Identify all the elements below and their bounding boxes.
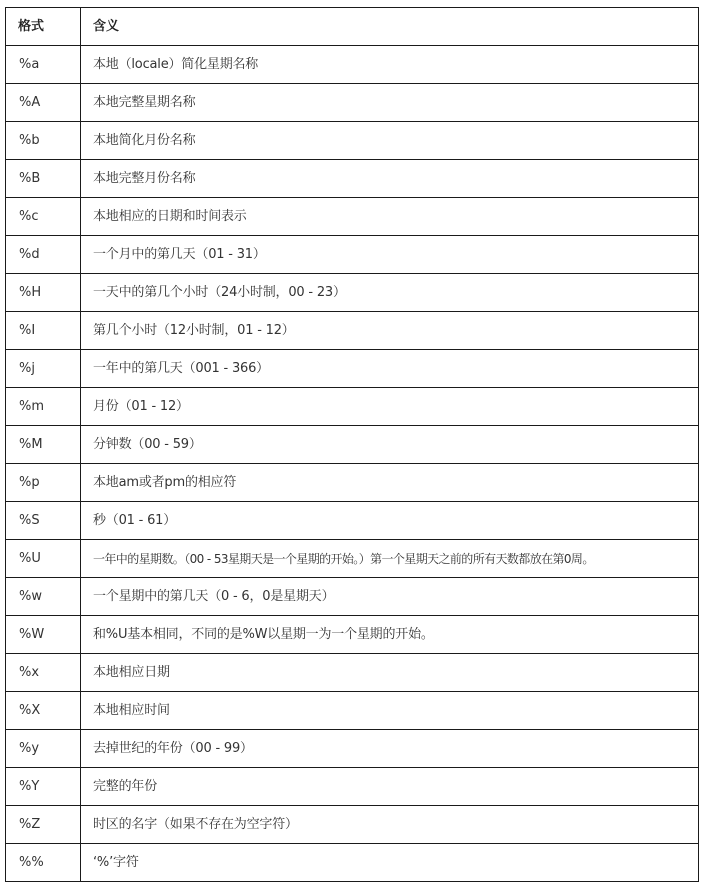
format-code: %y — [6, 730, 81, 768]
format-code: %X — [6, 692, 81, 730]
format-meaning: 本地相应日期 — [81, 654, 699, 692]
table-row — [6, 844, 699, 882]
format-code: %% — [6, 844, 81, 882]
format-code: %U — [6, 540, 81, 578]
format-code: %M — [6, 426, 81, 464]
table-row — [6, 350, 699, 388]
table-row — [6, 84, 699, 122]
format-code: %Z — [6, 806, 81, 844]
format-code: %a — [6, 46, 81, 84]
table-row — [6, 730, 699, 768]
table-row — [6, 806, 699, 844]
format-meaning: 一年中的第几天（001 - 366） — [81, 350, 699, 388]
format-meaning: 本地（locale）简化星期名称 — [81, 46, 699, 84]
format-code: %S — [6, 502, 81, 540]
format-code: %d — [6, 236, 81, 274]
format-code: %A — [6, 84, 81, 122]
format-codes-table — [5, 7, 699, 882]
format-code: %p — [6, 464, 81, 502]
format-code: %c — [6, 198, 81, 236]
format-meaning: 时区的名字（如果不存在为空字符） — [81, 806, 699, 844]
table-row — [6, 692, 699, 730]
format-code: %b — [6, 122, 81, 160]
format-meaning: 秒（01 - 61） — [81, 502, 699, 540]
format-code: %m — [6, 388, 81, 426]
table-row — [6, 426, 699, 464]
format-meaning: 本地完整星期名称 — [81, 84, 699, 122]
format-meaning: 分钟数（00 - 59） — [81, 426, 699, 464]
table-row — [6, 274, 699, 312]
format-meaning: 完整的年份 — [81, 768, 699, 806]
format-meaning: 和%U基本相同，不同的是%W以星期一为一个星期的开始。 — [81, 616, 699, 654]
format-meaning: 本地简化月份名称 — [81, 122, 699, 160]
table-row — [6, 654, 699, 692]
format-meaning: ‘%’字符 — [81, 844, 699, 882]
table-row — [6, 388, 699, 426]
format-code: %x — [6, 654, 81, 692]
format-code: %Y — [6, 768, 81, 806]
table-row — [6, 312, 699, 350]
format-code: %j — [6, 350, 81, 388]
table-row — [6, 540, 699, 578]
table-row — [6, 160, 699, 198]
format-meaning: 本地相应的日期和时间表示 — [81, 198, 699, 236]
table-row — [6, 122, 699, 160]
format-meaning: 本地相应时间 — [81, 692, 699, 730]
table-row — [6, 236, 699, 274]
format-code: %B — [6, 160, 81, 198]
format-code: %H — [6, 274, 81, 312]
format-code: %w — [6, 578, 81, 616]
table-row — [6, 46, 699, 84]
table-row — [6, 198, 699, 236]
format-meaning: 一天中的第几个小时（24小时制，00 - 23） — [81, 274, 699, 312]
format-meaning: 去掉世纪的年份（00 - 99） — [81, 730, 699, 768]
format-code: %I — [6, 312, 81, 350]
format-code: %W — [6, 616, 81, 654]
header-format: 格式 — [6, 8, 81, 46]
format-meaning: 一年中的星期数。（00 - 53星期天是一个星期的开始。）第一个星期天之前的所有天数都放在第0周。 — [81, 540, 699, 578]
table-header-row — [6, 8, 699, 46]
format-meaning: 第几个小时（12小时制，01 - 12） — [81, 312, 699, 350]
table-row — [6, 502, 699, 540]
table-row — [6, 616, 699, 654]
table-row — [6, 578, 699, 616]
header-meaning: 含义 — [81, 8, 699, 46]
format-meaning: 一个月中的第几天（01 - 31） — [81, 236, 699, 274]
format-meaning: 本地am或者pm的相应符 — [81, 464, 699, 502]
format-meaning: 一个星期中的第几天（0 - 6，0是星期天） — [81, 578, 699, 616]
format-meaning: 月份（01 - 12） — [81, 388, 699, 426]
table-row — [6, 464, 699, 502]
format-meaning: 本地完整月份名称 — [81, 160, 699, 198]
table-row — [6, 768, 699, 806]
